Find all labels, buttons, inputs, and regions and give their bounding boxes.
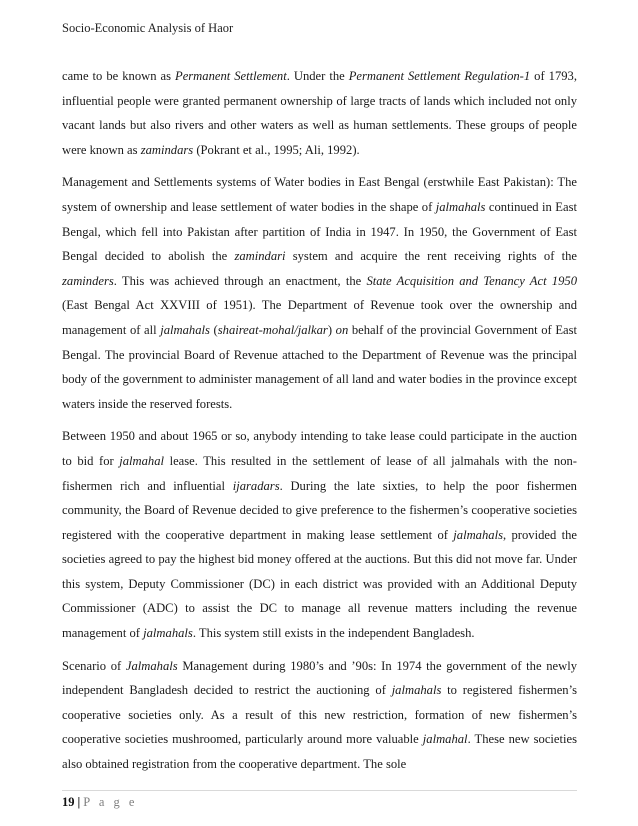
paragraph-lease-auction-history: [62, 424, 577, 645]
italic-term: zamindari: [234, 249, 286, 264]
italic-term: State Acquisition and Tenancy Act 1950: [366, 273, 577, 288]
text-run: . During the late sixties, to help the poor fishermen community, the Board of Revenue decided to give preference to the fishermen’s cooperative societies registered with the cooperative department in making lease settlement of: [62, 478, 577, 542]
page-label: P a g e: [83, 795, 138, 809]
italic-term: jalmahals: [391, 683, 442, 698]
text-run: ): [327, 322, 336, 337]
italic-term: ijaradars: [232, 478, 280, 493]
italic-term: jalmahals: [143, 626, 193, 641]
text-run: lease. This resulted in the settlement of lease of all jalmahals with the non-fishermen rich and influential: [62, 453, 577, 493]
italic-term: Permanent Settlement: [175, 69, 287, 83]
italic-term: jalmahals: [453, 527, 503, 542]
footer-divider: [62, 790, 577, 791]
document-body: [62, 64, 577, 785]
footer-separator: |: [77, 795, 81, 809]
italic-term: jalmahals: [435, 199, 486, 214]
text-run: . This system still exists in the independent Bangladesh.: [192, 626, 475, 641]
text-run: of 1793, influential people were granted permanent ownership of large tracts of lands which included not only vacant lands but also rivers and other waters as well as human settlements. These groups of people were known as: [62, 69, 578, 157]
text-run: behalf of the provincial Government of East Bengal. The provincial Board of Revenue attached to the Department of Revenue was the principal body of the government to administer management of all land and water bodies in the province except waters inside the reserved forests.: [62, 322, 578, 411]
page-footer: [62, 795, 137, 810]
italic-term: zaminders: [62, 273, 114, 288]
italic-term: jalmahals: [160, 322, 210, 337]
text-run: (East Bengal Act XXVIII of 1951). The Department of Revenue took over the ownership and management of all: [62, 298, 577, 337]
italic-term: on: [335, 322, 349, 337]
text-run: . This was achieved through an enactment, the: [113, 273, 367, 288]
text-run: . These new societies also obtained registration from the cooperative department. The sole: [62, 732, 577, 772]
text-run: Scenario of: [62, 658, 126, 673]
text-run: Between 1950 and about 1965 or so, anybody intending to take lease could participate in the auction to bid for: [62, 429, 577, 468]
italic-term: jalmahal: [422, 732, 468, 747]
text-run: , provided the societies agreed to pay the highest bid money offered at the auctions. But this did not move far. Under this system, Deputy Commissioner (DC) in each district was provided with an Additional Deputy Commissioner (ADC) to assist the DC to manage all revenue matters including the revenue management of: [62, 527, 577, 641]
italic-term: zamindars: [140, 142, 194, 157]
running-header: Socio-Economic Analysis of Haor: [62, 21, 234, 35]
italic-term: Jalmahals: [125, 658, 178, 673]
text-run: continued in East Bengal, which fell into Pakistan after partition of India in 1947. In 1950, the Government of East Bengal decided to abolish the: [62, 199, 577, 264]
italic-term: shaireat-mohal/jalkar: [217, 322, 328, 337]
paragraph-water-bodies-management: [62, 170, 577, 416]
text-run: (: [209, 322, 218, 337]
text-run: Management during 1980’s and ’90s: In 1974 the government of the newly independent Bangladesh decided to restrict the auctioning of: [62, 658, 577, 698]
paragraph-jalmahals-scenario: [62, 654, 577, 777]
text-run: system and acquire the rent receiving rights of the: [285, 249, 578, 264]
text-run: . Under the: [286, 69, 349, 83]
text-run: Management and Settlements systems of Water bodies in East Bengal (erstwhile East Pakistan): The system of ownership and lease settlement of water bodies in the shape of: [62, 175, 577, 214]
text-run: (Pokrant et al., 1995; Ali, 1992).: [193, 142, 360, 157]
text-run: to registered fishermen’s cooperative societies only. As a result of this new restriction, formation of new fishermen’s cooperative societies mushroomed, particularly around more valuable: [62, 683, 577, 747]
italic-term: jalmahal: [119, 453, 165, 468]
paragraph-permanent-settlement: [62, 64, 577, 162]
page-number: 19: [62, 795, 75, 809]
text-run: came to be known as: [62, 69, 175, 83]
italic-term: Permanent Settlement Regulation-1: [348, 69, 531, 83]
